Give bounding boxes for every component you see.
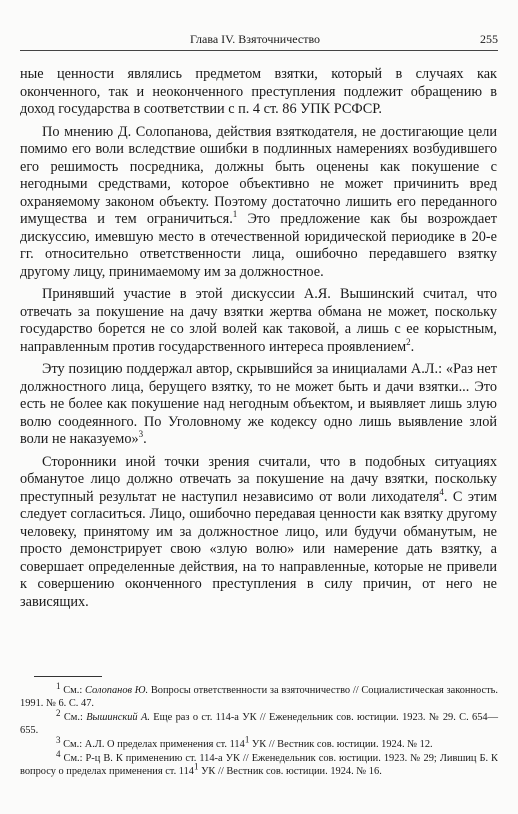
footnote-2-author: Вышинский А. (86, 712, 150, 723)
page-number: 255 (480, 32, 498, 46)
paragraph-3: Принявший участие в этой дискуссии А.Я. Вышинский считал, что отвечать за покушение на дачу взятки жертва обмана не может, поскольку государство борется не со злой волей как таковой, а лишь с ее корыстным, направленным против государственного интереса проявлением$^2$. (20, 286, 497, 355)
paragraph-2: По мнению Д. Солопанова, действия взяткодателя, не достигающие цели помимо его воли вследствие ошибки в подлинных намерениях возбудившего его решимость посредника, должны быть оценены как покушение с негодными средствами, которое объективно не может причинить вред охраняемому законом объекту. Поэтому достаточно лишить его переданного имущества и тем ограничиться.$^1$ Это предложение как бы возрождает дискуссию, имевшую место в отечественной юридической периодике в 20-е гг. относительно ответственности лица, ошибочно передавшего взятку другому лицу, принимаемому им за должностное. (20, 123, 497, 280)
footnote-1-author: Солопанов Ю. (85, 685, 149, 696)
paragraph-1: ные ценности являлись предметом взятки, который в случаях как оконченного, так и неоконченного преступления подлежит обращению в доход государства в соответствии с п. 4 ст. 86 УПК РСФСР. (20, 66, 497, 117)
footnote-ref-2[interactable]: 2 (406, 336, 411, 347)
footnote-3: $^3$ См.: А.Л. О пределах применения ст. $114^1$ УК // Вестник сов. юстиции. 1924. № 12. (56, 734, 433, 750)
footnote-4: $^4$ См.: Р-ц В. К применению ст. 114-а УК // Еженедельник сов. юстиции. 1923. № 29; Лившиц Б. К вопросу о пределах применения ст. $114^1$ УК // Вестник сов. юстиции. 1924. № 16. (20, 748, 498, 777)
main-text (20, 66, 497, 616)
paragraph-5: Сторонники иной точки зрения считали, что в подобных ситуациях обманутое лицо должно отвечать за покушение на дачу взятки, поскольку преступный результат не наступил независимо от воли лиходателя$^4$. С этим следует согласиться. Лицо, ошибочно передавая ценности как взятку другому человеку, принятому им за должностное лицо, или будучи обманутым, не просто демонстрирует свою «злую волю» или намерение дать взятку, а совершает определенные действия, на то направленные, которые не привели к совершению оконченного преступления в силу причин, от него не зависящих. (20, 453, 497, 610)
footnote-1: $^1$ См.: Солопанов Ю. Вопросы ответственности за взяточничество // Социалистическая законность. 1991. № 6. С. 47. (20, 680, 498, 709)
footnote-separator (34, 676, 102, 677)
footnote-ref-3[interactable]: 3 (138, 429, 144, 440)
footnote-ref-4[interactable]: 4 (439, 486, 444, 497)
footnote-2: $^2$ См.: Вышинский А. Еще раз о ст. 114-а УК // Еженедельник сов. юстиции. 1923. № 29. С. 654—655. (20, 707, 498, 736)
paragraph-4: Эту позицию поддержал автор, скрывшийся за инициалами А.Л.: «Раз нет должностного лица, берущего взятку, то не может быть и дачи взятки... Это есть не более как покушение над негодным объектом, и выявляет лишь злую волю соодеянного. По Уголовному же кодексу одно лишь выявление злой воли не наказуемо»$^3$. (20, 361, 497, 447)
running-header (20, 24, 498, 51)
chapter-title: Глава IV. Взяточничество (190, 32, 321, 46)
footnotes (20, 680, 498, 779)
footnote-ref-1[interactable]: 1 (232, 209, 238, 220)
